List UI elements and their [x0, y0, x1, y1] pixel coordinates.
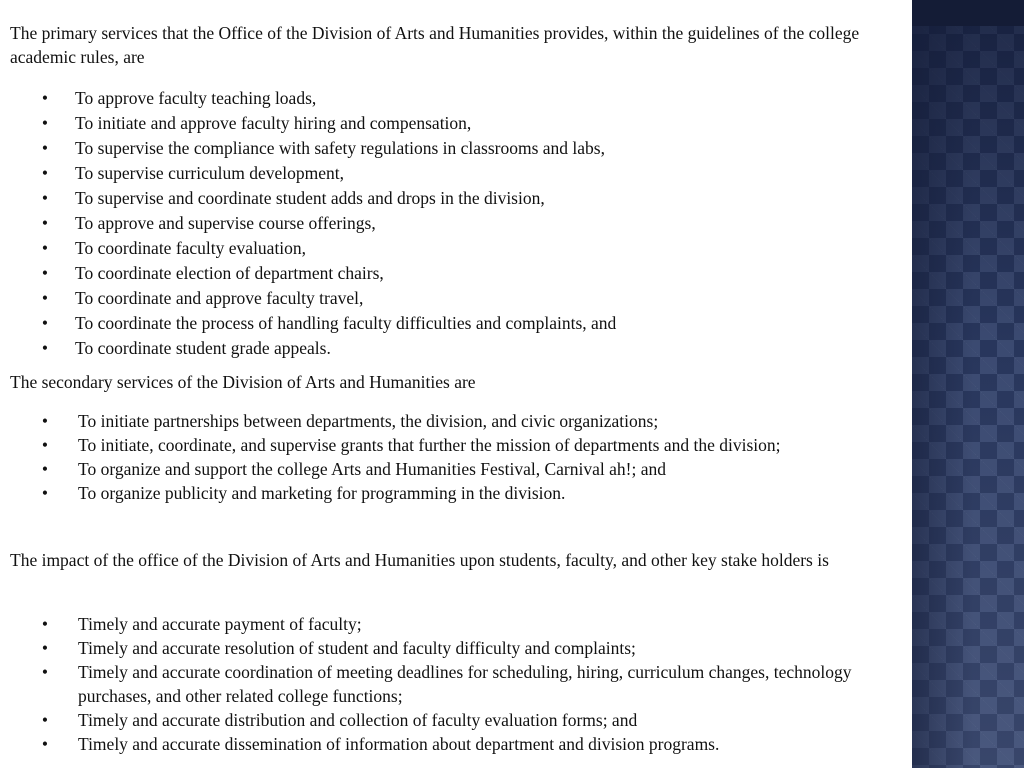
list-item [40, 708, 890, 732]
list-item-text: To coordinate and approve faculty travel, [75, 288, 364, 308]
decorative-side-panel [912, 0, 1024, 768]
list-item [40, 409, 890, 433]
list-item [40, 732, 890, 756]
list-item-text: To coordinate the process of handling faculty difficulties and complaints, and [75, 313, 617, 333]
list-item [40, 186, 890, 211]
list-item [40, 336, 890, 361]
secondary-services-list [40, 409, 890, 505]
primary-services-intro: The primary services that the Office of the Division of Arts and Humanities provides, within the guidelines of the college academic rules, are [10, 23, 860, 67]
bullet-icon: • [41, 188, 49, 208]
list-item [40, 311, 890, 336]
bullet-icon: • [41, 710, 49, 730]
bullet-icon: • [41, 138, 49, 158]
list-item-text: Timely and accurate payment of faculty; [78, 614, 362, 634]
bullet-icon: • [41, 113, 49, 133]
list-item-text: To coordinate student grade appeals. [75, 338, 331, 358]
list-item-text: To organize publicity and marketing for programming in the division. [78, 483, 566, 503]
bullet-icon: • [41, 263, 49, 283]
bullet-icon: • [41, 163, 49, 183]
secondary-services-intro: The secondary services of the Division of Arts and Humanities are [10, 372, 476, 392]
list-item-text: To initiate, coordinate, and supervise grants that further the mission of departments and the division; [78, 435, 781, 455]
list-item [40, 660, 890, 708]
side-panel-top-band [912, 0, 1024, 26]
list-item [40, 236, 890, 261]
list-item [40, 612, 890, 636]
bullet-icon: • [41, 483, 49, 503]
list-item [40, 86, 890, 111]
impact-list [40, 612, 890, 756]
list-item [40, 481, 890, 505]
list-item-text: To initiate and approve faculty hiring and compensation, [75, 113, 472, 133]
list-item [40, 286, 890, 311]
list-item [40, 261, 890, 286]
list-item [40, 111, 890, 136]
bullet-icon: • [41, 338, 49, 358]
impact-intro: The impact of the office of the Division of Arts and Humanities upon students, faculty, and other key stake holders is [10, 550, 829, 570]
list-item-text: To approve and supervise course offerings, [75, 213, 376, 233]
bullet-icon: • [41, 288, 49, 308]
list-item-text: Timely and accurate dissemination of information about department and division programs. [78, 734, 720, 754]
list-item-text: Timely and accurate coordination of meeting deadlines for scheduling, hiring, curriculum changes, technology purchases, and other related college functions; [78, 662, 852, 706]
list-item-text: To supervise curriculum development, [75, 163, 344, 183]
list-item-text: To coordinate faculty evaluation, [75, 238, 307, 258]
bullet-icon: • [41, 614, 49, 634]
bullet-icon: • [41, 638, 49, 658]
bullet-icon: • [41, 435, 49, 455]
list-item-text: Timely and accurate resolution of student and faculty difficulty and complaints; [78, 638, 636, 658]
list-item [40, 211, 890, 236]
bullet-icon: • [41, 238, 49, 258]
bullet-icon: • [41, 313, 49, 333]
list-item [40, 136, 890, 161]
list-item [40, 161, 890, 186]
primary-services-list [40, 86, 890, 361]
list-item-text: Timely and accurate distribution and collection of faculty evaluation forms; and [78, 710, 638, 730]
bullet-icon: • [41, 459, 49, 479]
list-item-text: To supervise and coordinate student adds and drops in the division, [75, 188, 545, 208]
list-item-text: To organize and support the college Arts and Humanities Festival, Carnival ah!; and [78, 459, 666, 479]
list-item-text: To approve faculty teaching loads, [75, 88, 317, 108]
list-item-text: To initiate partnerships between departments, the division, and civic organizations; [78, 411, 659, 431]
list-item [40, 433, 890, 457]
bullet-icon: • [41, 662, 49, 682]
bullet-icon: • [41, 213, 49, 233]
bullet-icon: • [41, 734, 49, 754]
bullet-icon: • [41, 411, 49, 431]
bullet-icon: • [41, 88, 49, 108]
list-item [40, 457, 890, 481]
list-item-text: To coordinate election of department chairs, [75, 263, 384, 283]
list-item [40, 636, 890, 660]
page-top-edge [0, 0, 912, 2]
list-item-text: To supervise the compliance with safety regulations in classrooms and labs, [75, 138, 605, 158]
